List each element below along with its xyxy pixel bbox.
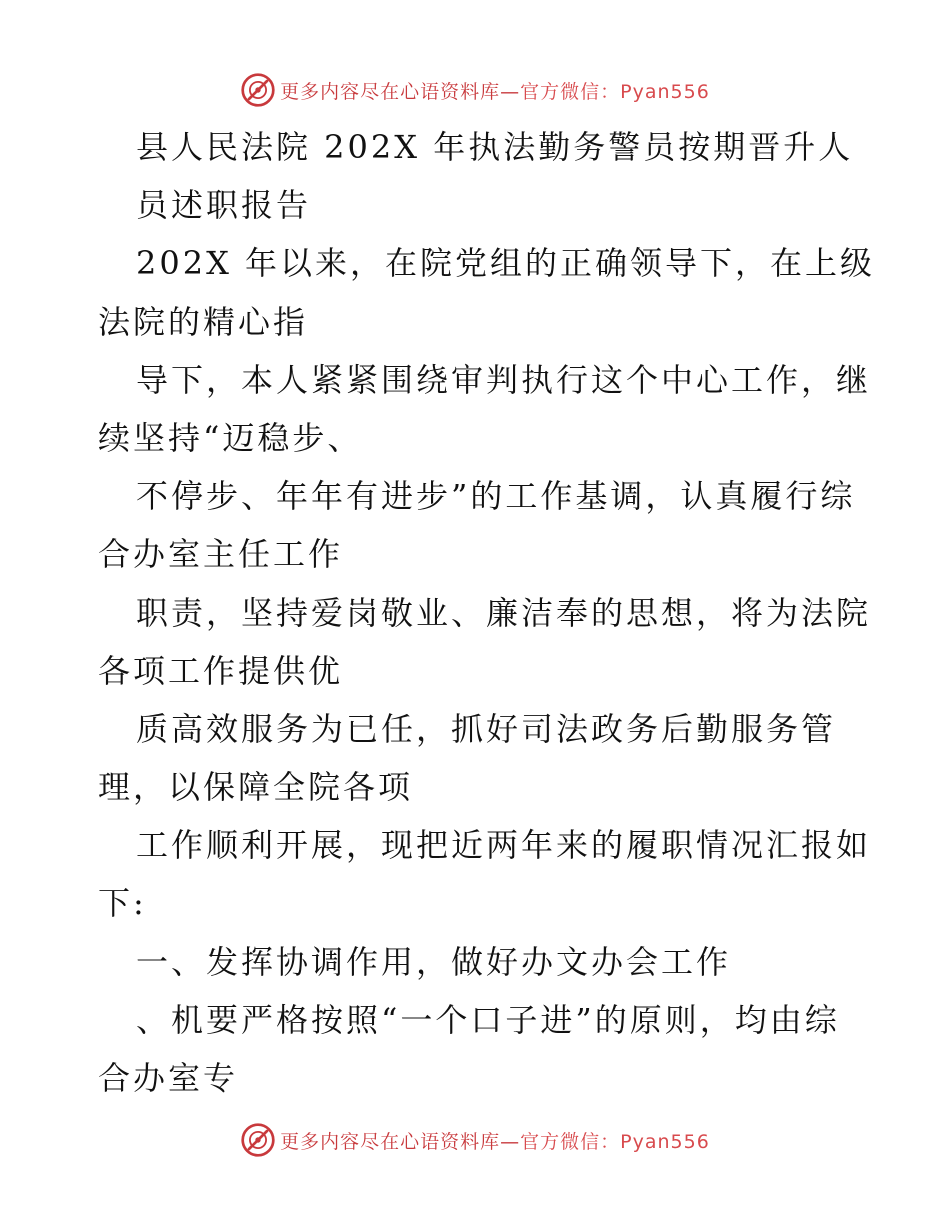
text-line: 各项工作提供优	[98, 651, 344, 690]
logo-icon	[240, 1122, 276, 1158]
text-line: 一、发挥协调作用，做好办文办会工作	[136, 942, 732, 981]
header-banner	[0, 70, 950, 110]
text-line: 、机要严格按照“一个口子进”的原则，均由综	[136, 1000, 840, 1039]
text-line: 县人民法院 202X 年执法勤务警员按期晋升人	[136, 128, 854, 166]
text-line: 职责，坚持爱岗敬业、廉洁奉的思想，将为法院	[136, 593, 872, 632]
text-line: 不停步、年年有进步”的工作基调，认真履行综	[136, 477, 856, 516]
document-body	[98, 118, 876, 1107]
logo-icon	[240, 72, 276, 108]
text-line: 工作顺利开展，现把近两年来的履职情况汇报如	[136, 826, 872, 865]
banner-wechat: 官方微信：Pyan556	[520, 80, 710, 103]
text-line: 合办室专	[98, 1059, 239, 1097]
text-line: 员述职报告	[136, 186, 312, 225]
text-line: 质高效服务为已任，抓好司法政务后勤服务管	[136, 709, 837, 748]
text-line: 202X 年以来，在院党组的正确领导下，在上级	[136, 244, 876, 283]
text-line: 理，以保障全院各项	[98, 768, 414, 807]
banner-text: 更多内容尽在心语资料库—	[280, 80, 521, 103]
text-line: 导下，本人紧紧围绕审判执行这个中心工作，继	[136, 360, 872, 399]
footer-banner	[0, 1120, 950, 1160]
banner-text: 更多内容尽在心语资料库—	[280, 1130, 521, 1153]
text-line: 下:	[98, 884, 147, 923]
text-line: 合办室主任工作	[98, 535, 344, 574]
text-line: 法院的精心指	[98, 302, 309, 341]
banner-wechat: 官方微信：Pyan556	[520, 1130, 710, 1153]
text-line: 续坚持“迈稳步、	[98, 418, 363, 457]
